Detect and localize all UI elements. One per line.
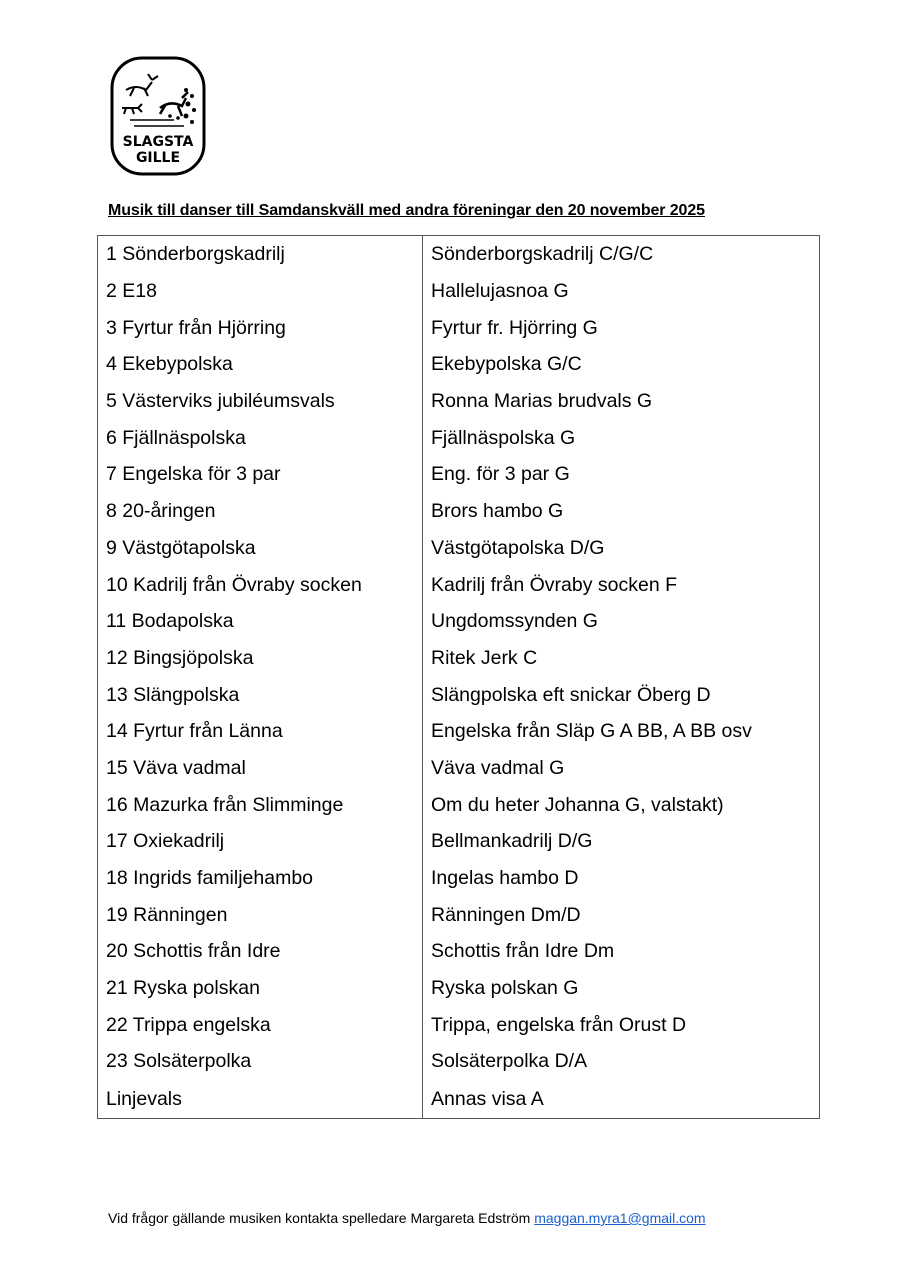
dance-cell: 2 E18: [98, 273, 423, 310]
dance-cell: 12 Bingsjöpolska: [98, 640, 423, 677]
slagsta-gille-logo: [110, 56, 206, 176]
document-title: Musik till danser till Samdanskväll med andra föreningar den 20 november 2025: [108, 202, 705, 219]
dance-cell: 14 Fyrtur från Länna: [98, 713, 423, 750]
table-row: [98, 896, 820, 933]
table-row: [98, 970, 820, 1007]
table-row: [98, 383, 820, 420]
music-cell: Kadrilj från Övraby socken F: [431, 573, 678, 596]
dance-cell: 1 Sönderborgskadrilj: [98, 236, 423, 273]
table-row: [98, 750, 820, 787]
table-row: [98, 786, 820, 823]
table-row: [98, 823, 820, 860]
table-row: [98, 346, 820, 383]
music-cell: Västgötapolska D/G: [431, 536, 605, 559]
table-row: [98, 566, 820, 603]
music-cell: Ryska polskan G: [431, 977, 579, 1000]
music-cell: Väva vadmal G: [431, 756, 565, 779]
dance-cell: 11 Bodapolska: [98, 603, 423, 640]
table-row: [98, 530, 820, 567]
dance-cell: 20 Schottis från Idre: [98, 933, 423, 970]
music-cell: Ungdomssynden G: [431, 610, 598, 633]
music-cell: Brors hambo G: [431, 500, 564, 523]
dance-cell: 16 Mazurka från Slimminge: [98, 786, 423, 823]
music-cell: Bellmankadrilj D/G: [431, 830, 593, 853]
dance-cell: 15 Väva vadmal: [98, 750, 423, 787]
music-cell: Fjällnäspolska G: [431, 426, 576, 449]
music-cell: Solsäterpolka D/A: [431, 1050, 588, 1073]
table-row: [98, 309, 820, 346]
table-row: [98, 1043, 820, 1080]
music-cell: Ekebypolska G/C: [431, 353, 582, 376]
music-cell: Hallelujasnoa G: [431, 280, 569, 303]
dance-cell: Linjevals: [98, 1080, 423, 1119]
dance-cell: 4 Ekebypolska: [98, 346, 423, 383]
footer-text: Vid frågor gällande musiken kontakta spelledare Margareta Edström: [108, 1210, 535, 1226]
logo-line1: SLAGSTA: [122, 134, 194, 150]
table-row: [98, 640, 820, 677]
dance-cell: 22 Trippa engelska: [98, 1006, 423, 1043]
table-row: [98, 236, 820, 273]
music-cell: Trippa, engelska från Orust D: [431, 1013, 687, 1036]
dance-cell: 19 Ränningen: [98, 896, 423, 933]
dance-cell: 10 Kadrilj från Övraby socken: [98, 566, 423, 603]
dance-cell: 23 Solsäterpolka: [98, 1043, 423, 1080]
music-cell: Annas visa A: [431, 1087, 544, 1110]
music-cell: Schottis från Idre Dm: [431, 940, 615, 963]
music-cell: Ritek Jerk C: [431, 646, 538, 669]
music-cell: Ronna Marias brudvals G: [431, 390, 653, 413]
table-row: [98, 273, 820, 310]
table-row: [98, 713, 820, 750]
dance-cell: 6 Fjällnäspolska: [98, 419, 423, 456]
dance-cell: 5 Västerviks jubiléumsvals: [98, 383, 423, 420]
table-row: [98, 603, 820, 640]
footer-contact: [108, 1210, 706, 1226]
email-link[interactable]: maggan.myra1@gmail.com: [534, 1210, 706, 1226]
dance-cell: 17 Oxiekadrilj: [98, 823, 423, 860]
dance-music-table: [97, 235, 820, 1119]
table-row: [98, 1006, 820, 1043]
dance-cell: 3 Fyrtur från Hjörring: [98, 309, 423, 346]
table-row: [98, 676, 820, 713]
table-row: [98, 1080, 820, 1119]
music-cell: Fyrtur fr. Hjörring G: [431, 316, 598, 339]
dance-cell: 18 Ingrids familjehambo: [98, 860, 423, 897]
dance-cell: 21 Ryska polskan: [98, 970, 423, 1007]
dance-cell: 7 Engelska för 3 par: [98, 456, 423, 493]
music-cell: Om du heter Johanna G, valstakt): [431, 793, 724, 816]
table-row: [98, 860, 820, 897]
dance-cell: 9 Västgötapolska: [98, 530, 423, 567]
music-cell: Sönderborgskadrilj C/G/C: [431, 243, 654, 266]
table-row: [98, 933, 820, 970]
music-cell: Ingelas hambo D: [431, 867, 579, 890]
table-row: [98, 456, 820, 493]
logo-line2: GILLE: [135, 150, 181, 166]
music-cell: Eng. för 3 par G: [431, 463, 570, 486]
music-cell: Engelska från Släp G A BB, A BB osv: [431, 720, 752, 743]
music-cell: Slängpolska eft snickar Öberg D: [431, 683, 711, 706]
dance-cell: 13 Slängpolska: [98, 676, 423, 713]
music-cell: Ränningen Dm/D: [431, 903, 581, 926]
logo-emblem-icon: [110, 56, 206, 176]
dance-cell: 8 20-åringen: [98, 493, 423, 530]
table-row: [98, 419, 820, 456]
table-row: [98, 493, 820, 530]
